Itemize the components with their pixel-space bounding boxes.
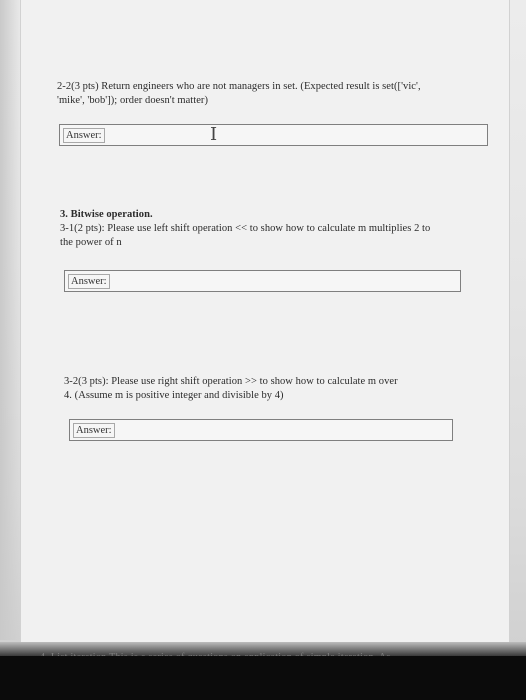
question-3-1: [60, 208, 430, 250]
section-heading: 3. Bitwise operation.: [60, 209, 153, 220]
question-text-line: 3-2(3 pts): Please use right shift operation >> to show how to calculate m over: [64, 376, 398, 387]
question-text-line: 2-2(3 pts) Return engineers who are not managers in set. (Expected result is set(['vic',: [57, 81, 421, 92]
quiz-page: [20, 0, 510, 642]
answer-field-3-1[interactable]: [64, 270, 461, 292]
question-text-line: 4. (Assume m is positive integer and divisible by 4): [64, 390, 284, 401]
question-2-2: [57, 80, 421, 108]
question-3-2: [64, 375, 398, 403]
answer-label: Answer:: [63, 128, 105, 143]
left-edge-shadow: [0, 0, 22, 640]
monitor-bezel: [0, 656, 526, 700]
answer-field-2-2[interactable]: [59, 124, 488, 146]
question-text-line: 'mike', 'bob']); order doesn't matter): [57, 95, 209, 106]
answer-field-3-2[interactable]: [69, 419, 453, 441]
text-cursor-icon: I: [210, 124, 218, 145]
question-text-line: the power of n: [60, 237, 122, 248]
question-text-line: 3-1(2 pts): Please use left shift operation << to show how to calculate m multiplies 2 to: [60, 223, 431, 234]
answer-label: Answer:: [73, 423, 115, 438]
answer-label: Answer:: [68, 274, 110, 289]
